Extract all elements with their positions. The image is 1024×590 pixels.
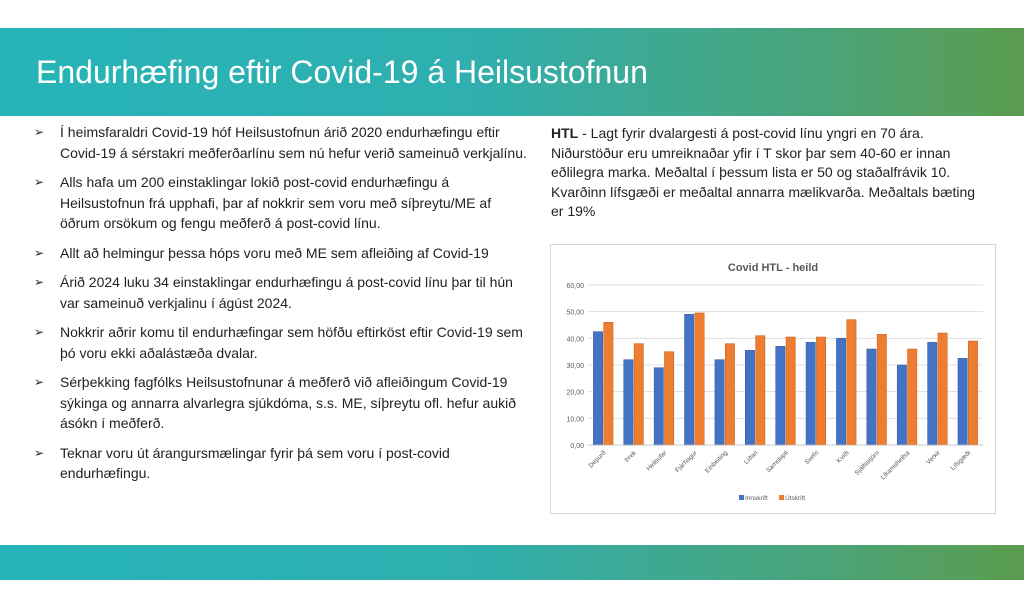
page-title: Endurhæfing eftir Covid-19 á Heilsustofnun (36, 54, 648, 90)
arrow-bullet-icon: ➢ (34, 375, 45, 389)
chart-svg (551, 245, 995, 513)
bullet-text: Allt að helmingur þessa hóps voru með ME sem afleiðing af Covid-19 (60, 244, 489, 261)
arrow-bullet-icon: ➢ (34, 245, 45, 260)
bar-innskrift (958, 358, 967, 445)
htl-text: - Lagt fyrir dvalargesti á post-covid línu yngri en 70 ára. Niðurstöður eru umreiknaðar yfir í T skor þar sem 40-60 er innan eðlilegra marka. Meðaltal í þessum lista er 50 og staðalfrávik 10. Kvarðinn lífsgæði er meðaltal annarra mælikvarða. Meðaltals bæting er 19% (551, 125, 976, 219)
bar-innskrift (685, 314, 694, 445)
bullet-item (32, 443, 532, 484)
bullet-item (32, 243, 532, 264)
bar-innskrift (836, 338, 845, 445)
y-tick-label: 20,00 (566, 389, 584, 397)
bar-útskrift (664, 352, 673, 445)
bar-innskrift (654, 368, 663, 445)
htl-label: HTL (551, 125, 579, 141)
y-tick-label: 10,00 (566, 416, 584, 424)
y-tick-label: 0,00 (570, 443, 584, 450)
y-tick-label: 60,00 (566, 283, 584, 290)
x-tick-label: Sjálfsstjórn (853, 449, 882, 477)
bar-útskrift (968, 341, 977, 445)
x-tick-label: Líkamsheilsa (879, 449, 912, 482)
bar-innskrift (806, 342, 815, 445)
y-tick-label: 30,00 (566, 363, 584, 370)
x-tick-label: Verkir (925, 449, 942, 467)
bar-útskrift (695, 313, 704, 445)
x-tick-label: Lífsgæði (949, 449, 973, 473)
bullet-item (32, 322, 532, 363)
legend-label: Innskrift (745, 495, 768, 502)
arrow-bullet-icon: ➢ (34, 325, 45, 339)
bar-útskrift (877, 334, 886, 445)
bar-innskrift (867, 349, 876, 445)
bar-útskrift (634, 344, 643, 445)
bar-innskrift (776, 346, 785, 445)
bar-útskrift (847, 320, 856, 445)
bullet-item (32, 122, 532, 163)
title-bar (0, 28, 1024, 116)
bar-útskrift (786, 337, 795, 445)
bar-útskrift (938, 333, 947, 445)
arrow-bullet-icon: ➢ (34, 125, 45, 139)
x-tick-label: Kvíði (835, 449, 851, 465)
legend-label: Útskrift (785, 495, 806, 502)
bar-innskrift (897, 365, 906, 445)
bar-útskrift (756, 336, 765, 445)
bullet-list (32, 122, 532, 493)
x-tick-label: Fjárhagur (674, 449, 699, 475)
x-tick-label: Heilsufar (645, 449, 669, 473)
bullet-text: Teknar voru út árangursmælingar fyrir þá sem voru í post-covid endurhæfingu. (60, 444, 450, 481)
chart-title: Covid HTL - heild (727, 262, 819, 274)
bar-útskrift (908, 349, 917, 445)
x-tick-label: Líðan (743, 449, 760, 466)
bar-innskrift (593, 332, 602, 445)
bullet-text: Árið 2024 luku 34 einstaklingar endurhæfingu á post-covid línu þar til hún var sameinuð verkjalinu í ágúst 2024. (60, 274, 513, 311)
bar-innskrift (624, 360, 633, 445)
x-tick-label: Samskipti (765, 449, 790, 475)
bar-útskrift (725, 344, 734, 445)
x-tick-label: Depurð (587, 449, 608, 470)
y-tick-label: 40,00 (566, 336, 584, 344)
bar-innskrift (715, 360, 724, 445)
legend-swatch (739, 495, 744, 500)
bullet-text: Sérþekking fagfólks Heilsustofnunar á meðferð við afleiðingum Covid-19 sýkinga og annarra alvarlegra sjúkdóma, s.s. ME, síþreytu ofl. hefur aukið ásókn í meðferð. (60, 374, 516, 431)
bar-innskrift (928, 342, 937, 445)
bullet-item (32, 372, 532, 434)
bar-útskrift (604, 322, 613, 445)
bar-útskrift (816, 337, 825, 445)
x-tick-label: Þrek (623, 449, 638, 464)
arrow-bullet-icon: ➢ (34, 175, 45, 189)
x-tick-label: Svefn (803, 449, 821, 467)
y-tick-label: 50,00 (566, 309, 584, 317)
bar-innskrift (745, 350, 754, 445)
bullet-item (32, 272, 532, 313)
x-tick-label: Einbeiting (703, 449, 730, 475)
bullet-text: Alls hafa um 200 einstaklingar lokið post-covid endurhæfingu á Heilsustofnun frá upphafi, þar af nokkrir sem voru með síþreytu/ME af öðrum orsökum og fengu meðferð á post-covid línu. (60, 174, 492, 231)
bullet-item (32, 172, 532, 234)
arrow-bullet-icon: ➢ (34, 275, 45, 289)
bullet-text: Nokkrir aðrir komu til endurhæfingar sem höfðu eftirköst eftir Covid-19 sem þó voru ekki aðalástæða dvalar. (60, 324, 523, 361)
legend-swatch (779, 495, 784, 500)
arrow-bullet-icon: ➢ (34, 445, 45, 460)
footer-bar (0, 545, 1024, 580)
htl-chart (550, 244, 996, 514)
htl-description (551, 124, 991, 222)
bullet-text: Í heimsfaraldri Covid-19 hóf Heilsustofnun árið 2020 endurhæfingu eftir Covid-19 á sérstakri meðferðarlínu sem nú hefur verið sameinuð verkjalínu. (60, 124, 527, 161)
